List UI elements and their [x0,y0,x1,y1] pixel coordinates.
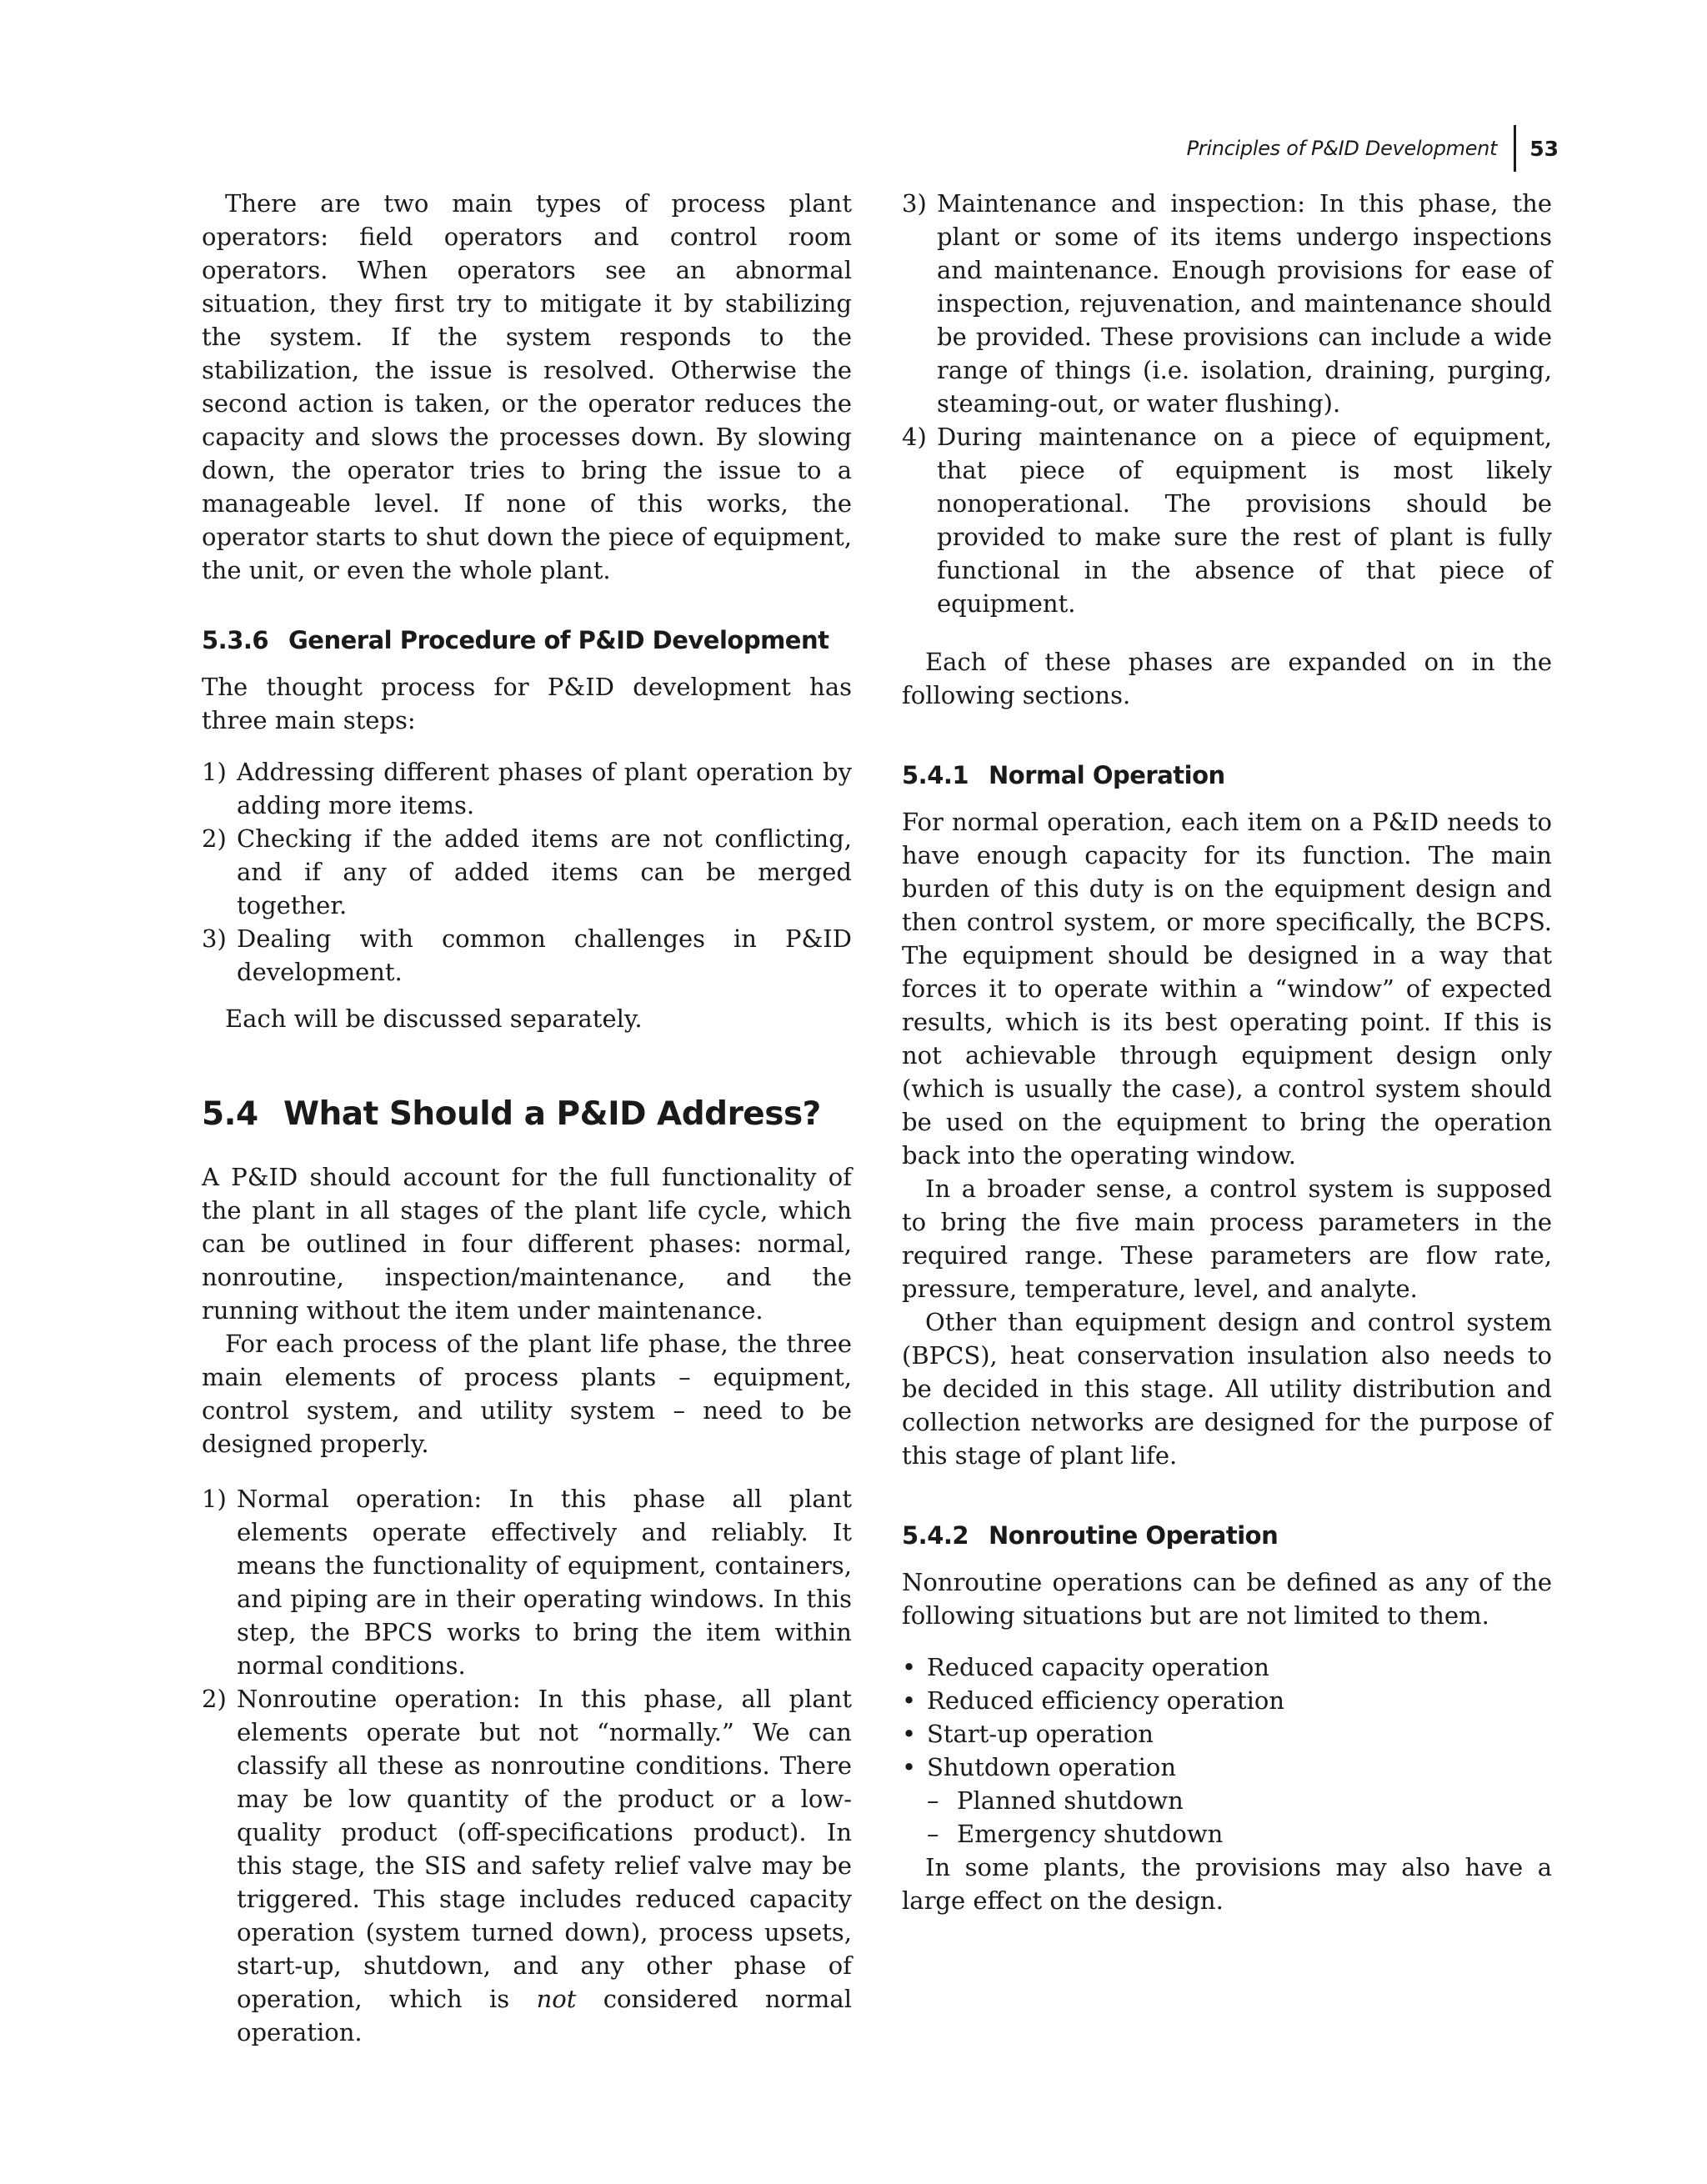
list-item [202,1482,852,1682]
list-item [902,1751,1552,1784]
list-item [202,922,852,989]
list-item [902,1817,1552,1851]
list-item-text: Checking if the added items are not conflicting, and if any of added items can be merged together. [237,824,852,919]
list-item-text: Reduced capacity operation [927,1653,1269,1681]
emphasis-text: not [536,1985,577,2013]
paragraph-elements: For each process of the plant life phase, the three main elements of process plants – equipment, control system, and utility system – need to be designed properly. [202,1330,852,1458]
nonroutine-bullet-list [902,1651,1552,1784]
paragraph-thought-process: The thought process for P&ID development has three main steps: [202,673,852,734]
list-item [202,1682,852,2049]
bullet-icon: • [902,1720,917,1748]
subsection-heading-5-4-1 [902,759,1552,792]
bullet-icon: • [902,1686,917,1715]
paragraph-broader-sense: In a broader sense, a control system is supposed to bring the five main process parameters in the required range. These parameters are flow rate, pressure, temperature, level, and analyte. [902,1175,1552,1303]
list-item [902,1684,1552,1717]
list-item [202,755,852,822]
paragraph-nonroutine: Nonroutine operations can be defined as any of the following situations but are not limited to them. [902,1568,1552,1630]
paragraph-phases-expanded: Each of these phases are expanded on in the following sections. [902,648,1552,709]
paragraph-provisions: In some plants, the provisions may also have a large effect on the design. [902,1853,1552,1915]
list-item [902,1651,1552,1684]
list-item-text: Nonroutine operation: In this phase, all plant elements operate but not “normally.” We can classify all these as nonroutine conditions. There may be low quantity of the product or a low-quality product (off-specifications product). In this stage, the SIS and safety relief valve may be triggered. This stage includes reduced capacity operation (system turned down), process upsets, start-up, shutdown, and any other phase of operation, which is [237,1685,852,2013]
list-item-text: Start-up operation [927,1720,1154,1748]
subsection-number: 5.4.1 [902,761,969,789]
list-item-text: Emergency shutdown [957,1820,1224,1848]
list-item-text-end: considered normal operation. [237,1985,852,2046]
page-number: 53 [1529,136,1559,161]
list-item [902,187,1552,420]
paragraph-insulation: Other than equipment design and control system (BPCS), heat conservation insulation also needs to be decided in this stage. All utility distribution and collection networks are designed for the purpose of this stage of plant life. [902,1308,1552,1470]
phases-list-left [202,1482,852,2049]
list-item-text: During maintenance on a piece of equipment, that piece of equipment is most likely nonoperational. The provisions should be provided to make sure the rest of plant is fully functional in the absence of that piece of equipment. [937,423,1552,618]
subsection-heading-5-4-2 [902,1519,1552,1552]
right-column [902,187,1552,1917]
list-item [902,1784,1552,1817]
list-item-text: Addressing different phases of plant operation by adding more items. [237,758,852,819]
subsection-number: 5.3.6 [202,626,269,654]
paragraph-functionality: A P&ID should account for the full functionality of the plant in all stages of the plant life cycle, which can be outlined in four different phases: normal, nonroutine, inspection/maintenance, and the running without the item under maintenance. [202,1163,852,1325]
subsection-heading-5-3-6 [202,624,852,657]
section-title: What Should a P&ID Address? [283,1095,821,1133]
list-item [902,420,1552,620]
section-number: 5.4 [202,1095,258,1133]
running-header-title: Principles of P&ID Development [1186,137,1498,160]
subsection-number: 5.4.2 [902,1521,969,1550]
list-marker: 2) [202,1685,227,1713]
paragraph-discussed: Each will be discussed separately. [225,1004,643,1033]
list-item [202,822,852,922]
paragraph-normal-operation: For normal operation, each item on a P&ID needs to have enough capacity for its function. The main burden of this duty is on the equipment design and then control system, or more specifically, the BCPS. The equipment should be designed in a way that forces it to operate within a “window” of expected results, which is its best operating point. If this is not achievable through equipment design only (which is usually the case), a control system should be used on the equipment to bring the operation back into the operating window. [902,808,1552,1170]
list-item-text: Reduced efficiency operation [927,1686,1285,1715]
list-item [902,1717,1552,1751]
bullet-icon: • [902,1753,917,1781]
list-item-text: Planned shutdown [957,1786,1184,1815]
dash-icon: – [927,1786,939,1815]
subsection-title: Normal Operation [989,761,1225,789]
list-marker: 2) [202,824,227,853]
list-marker: 1) [202,758,227,786]
subsection-title: Nonroutine Operation [989,1521,1279,1550]
section-heading-5-4 [202,1094,852,1135]
list-item-text: Shutdown operation [927,1753,1177,1781]
list-marker: 1) [202,1485,227,1513]
phases-list-right [902,187,1552,620]
list-item-text: Normal operation: In this phase all plant elements operate effectively and reliably. It means the functionality of equipment, containers, and piping are in their operating windows. In this step, the BPCS works to bring the item within normal conditions. [237,1485,852,1680]
running-header [1187,125,1559,172]
steps-list [202,755,852,989]
dash-icon: – [927,1820,939,1848]
paragraph-operators: There are two main types of process plant operators: field operators and control room operators. When operators see an abnormal situation, they first try to mitigate it by stabilizing the system. If the system responds to the stabilization, the issue is resolved. Otherwise the second action is taken, or the operator reduces the capacity and slows the processes down. By slowing down, the operator tries to bring the issue to a manageable level. If none of this works, the operator starts to shut down the piece of equipment, the unit, or even the whole plant. [202,189,852,584]
list-marker: 3) [902,189,927,218]
bullet-icon: • [902,1653,917,1681]
shutdown-sublist [902,1784,1552,1851]
left-column [202,187,852,2049]
list-item-text: Dealing with common challenges in P&ID development. [237,924,852,986]
list-marker: 3) [202,924,227,953]
subsection-title: General Procedure of P&ID Development [288,626,829,654]
list-item-text: Maintenance and inspection: In this phase, the plant or some of its items undergo inspections and maintenance. Enough provisions for ease of inspection, rejuvenation, and maintenance should be provided. These provisions can include a wide range of things (i.e. isolation, draining, purging, steaming-out, or water flushing). [937,189,1552,418]
list-marker: 4) [902,423,927,451]
